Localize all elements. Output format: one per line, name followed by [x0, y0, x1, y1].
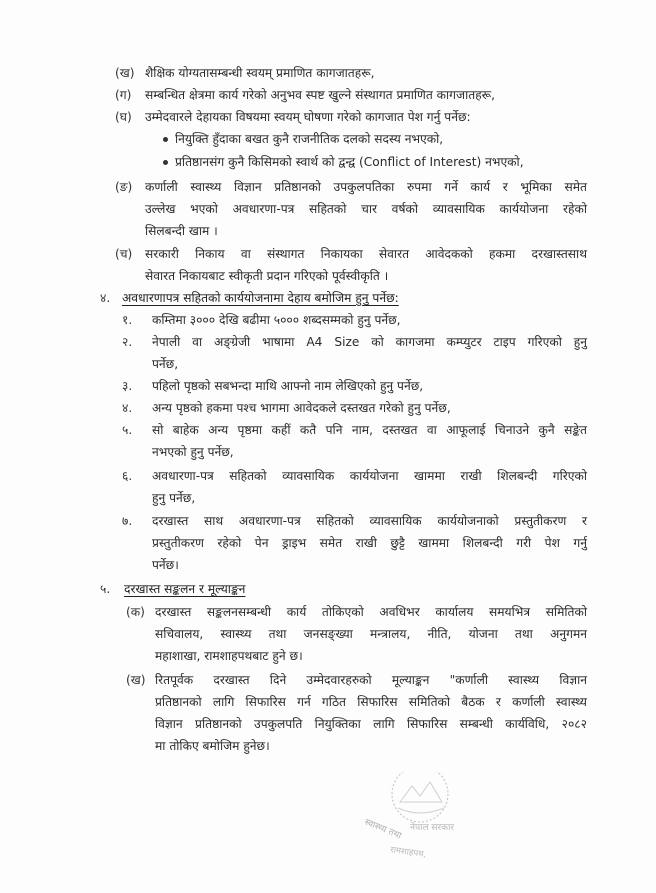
- item-text: महाशाखा, रामशाहपथबाट हुने छ।: [155, 649, 303, 663]
- item-text: नभएको हुनु पर्नेछ,: [152, 445, 234, 459]
- section-heading: अवधारणापत्र सहितको कार्ययोजनामा देहाय बमोजिम हुनु पर्नेछ:: [122, 291, 399, 305]
- svg-text:नेपाल सरकार: नेपाल सरकार: [410, 823, 455, 833]
- item-text: पहिलो पृष्ठको सबभन्दा माथि आफ्नो नाम लेखिएको हुनु पर्नेछ,: [152, 379, 424, 393]
- item-text: अन्य पृष्ठको हकमा पश्च भागमा आवेदकले दस्तखत गरेको हुनु पर्नेछ,: [152, 401, 451, 415]
- item-label: (ग): [115, 88, 132, 102]
- item-label: (ख): [126, 673, 146, 687]
- seal-emblem-icon: [350, 772, 500, 882]
- item-text: पर्नेछ।: [152, 558, 179, 572]
- item-text: अवधारणा-पत्र सहितको व्यावसायिक कार्ययोजना खाममा राखी शिलबन्दी गरिएको: [152, 469, 587, 483]
- item-label: ७.: [122, 514, 133, 528]
- svg-text:रामशाहपथ,: रामशाहपथ,: [389, 845, 427, 861]
- item-label: ४.: [122, 401, 133, 415]
- item-label: (ख): [115, 66, 135, 80]
- item-text: उम्मेदवारले देहायका विषयमा स्वयम् घोषणा गरेको कागजात पेश गर्नु पर्नेछ:: [145, 110, 471, 124]
- item-label: ३.: [122, 379, 133, 393]
- item-text: नेपाली वा अङ्ग्रेजी भाषामा A4 Size को कागजमा कम्प्युटर टाइप गरिएको हुनु: [152, 335, 587, 349]
- item-text: कम्तिमा ३००० देखि बढीमा ५००० शब्दसम्मको हुनु पर्नेछ,: [152, 313, 401, 327]
- item-text: मा तोकिए बमोजिम हुनेछ।: [155, 739, 270, 753]
- section-number: ४.: [100, 291, 111, 305]
- section-heading: दरखास्त सङ्कलन र मूल्याङ्कन: [124, 582, 246, 596]
- item-text: हुनु पर्नेछ,: [152, 491, 196, 505]
- item-text: प्रस्तुतीकरण रहेको पेन ड्राइभ समेत राखी छुट्टै खाममा शिलबन्दी गरी पेश गर्नु: [152, 536, 587, 550]
- item-text: विज्ञान प्रतिष्ठानको उपकुलपति नियुक्तिका लागि सिफारिस सम्बन्धी कार्यविधि, २०८२: [155, 717, 587, 731]
- item-label: २.: [122, 335, 133, 349]
- bullet-icon: [163, 137, 168, 142]
- bullet-text: नियुक्ति हुँदाका बखत कुनै राजनीतिक दलको सदस्य नभएको,: [175, 132, 444, 146]
- item-label: (ङ): [115, 180, 133, 194]
- item-text: सो बाहेक अन्य पृष्ठमा कहीं कतै पनि नाम, दस्तखत वा आफूलाई चिनाउने कुनै सङ्केत: [152, 423, 587, 437]
- item-text: प्रतिष्ठानको लागि सिफारिस गर्न गठित सिफारिस समितिको बैठक र कर्णाली स्वास्थ्य: [155, 695, 587, 709]
- section-number: ५.: [100, 582, 111, 596]
- bullet-text: प्रतिष्ठानसंग कुनै किसिमको स्वार्थ को द्वन्द्व (Conflict of Interest) नभएको,: [175, 155, 524, 169]
- item-text: रितपूर्वक दरखास्त दिने उम्मेदवारहरुको मूल्याङ्कन "कर्णाली स्वास्थ्य विज्ञान: [155, 673, 587, 687]
- item-text: सरकारी निकाय वा संस्थागत निकायका सेवारत आवेदकको हकमा दरखास्तसाथ: [145, 247, 587, 261]
- item-text: दरखास्त सङ्कलनसम्बन्धी कार्य तोकिएको अवधिभर कार्यालय समयभित्र समितिको: [155, 605, 587, 619]
- bullet-icon: [163, 160, 168, 165]
- item-text: सेवारत निकायबाट स्वीकृती प्रदान गरिएको पूर्वस्वीकृति ।: [145, 269, 389, 283]
- item-text: दरखास्त साथ अवधारणा-पत्र सहितको व्यावसायिक कार्ययोजनाको प्रस्तुतीकरण र: [152, 514, 587, 528]
- item-text: शैक्षिक योग्यतासम्बन्धी स्वयम् प्रमाणित कागजातहरू,: [145, 66, 375, 80]
- svg-text:स्वास्थ्य तथा: स्वास्थ्य तथा: [362, 817, 403, 842]
- item-label: ६.: [122, 469, 133, 483]
- item-label: ५.: [122, 423, 133, 437]
- item-label: (च): [115, 247, 133, 261]
- item-label: १.: [122, 313, 133, 327]
- item-text: उल्लेख भएको अवधारणा-पत्र सहितको चार वर्षको व्यावसायिक कार्ययोजना रहेको: [145, 202, 587, 216]
- official-seal: [350, 772, 500, 882]
- item-label: (क): [126, 605, 145, 619]
- item-text: सिलबन्दी खाम ।: [145, 224, 218, 238]
- item-text: पर्नेछ,: [152, 357, 179, 371]
- item-text: कर्णाली स्वास्थ्य विज्ञान प्रतिष्ठानको उपकुलपतिका रुपमा गर्ने कार्य र भूमिका समेत: [145, 180, 587, 194]
- item-label: (घ): [115, 110, 132, 124]
- item-text: सम्बन्धित क्षेत्रमा कार्य गरेको अनुभव स्पष्ट खुल्ने संस्थागत प्रमाणित कागजातहरू,: [145, 88, 496, 102]
- item-text: सचिवालय, स्वास्थ्य तथा जनसङ्ख्या मन्त्रालय, नीति, योजना तथा अनुगमन: [155, 627, 587, 641]
